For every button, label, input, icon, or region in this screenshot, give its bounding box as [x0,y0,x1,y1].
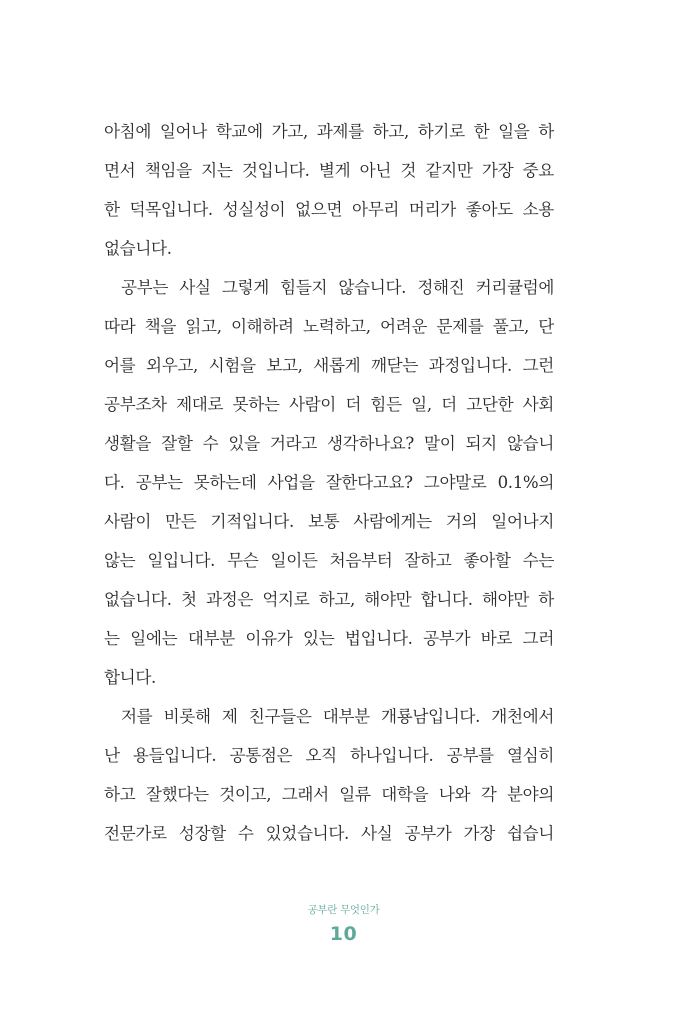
body-text [104,116,554,857]
text-line: 공부조차 제대로 못하는 사람이 더 힘든 일, 더 고단한 사회 [104,395,554,414]
text-line: 사람이 만든 기적입니다. 보통 사람에게는 거의 일어나지 [104,512,554,531]
text-line: 않는 일입니다. 무슨 일이든 처음부터 잘하고 좋아할 수는 [104,551,554,570]
text-line: 난 용들입니다. 공통점은 오직 하나입니다. 공부를 열심히 [104,746,554,765]
page-number: 10 [329,923,358,945]
text-line: 는 일에는 대부분 이유가 있는 법입니다. 공부가 바로 그러 [104,629,554,648]
text-line: 공부는 사실 그렇게 힘들지 않습니다. 정해진 커리큘럼에 [121,278,554,297]
text-line: 하고 잘했다는 것이고, 그래서 일류 대학을 나와 각 분야의 [104,785,554,804]
text-line: 없습니다. [104,239,172,258]
text-line: 전문가로 성장할 수 있었습니다. 사실 공부가 가장 쉽습니 [104,824,554,843]
text-line: 저를 비롯해 제 친구들은 대부분 개룡남입니다. 개천에서 [121,707,554,726]
text-line: 면서 책임을 지는 것입니다. 별게 아닌 것 같지만 가장 중요 [104,161,554,180]
text-line: 따라 책을 읽고, 이해하려 노력하고, 어려운 문제를 풀고, 단 [104,317,554,336]
text-line: 다. 공부는 못하는데 사업을 잘한다고요? 그야말로 0.1%의 [104,473,554,492]
text-line: 생활을 잘할 수 있을 거라고 생각하나요? 말이 되지 않습니 [104,434,554,453]
text-line: 한 덕목입니다. 성실성이 없으면 아무리 머리가 좋아도 소용 [104,200,554,219]
text-line: 어를 외우고, 시험을 보고, 새롭게 깨닫는 과정입니다. 그런 [104,356,554,375]
text-line: 아침에 일어나 학교에 가고, 과제를 하고, 하기로 한 일을 하 [104,122,554,141]
text-line: 합니다. [104,668,156,687]
text-line: 없습니다. 첫 과정은 억지로 하고, 해야만 합니다. 해야만 하 [104,590,554,609]
running-footer-title: 공부란 무엇인가 [307,904,380,916]
